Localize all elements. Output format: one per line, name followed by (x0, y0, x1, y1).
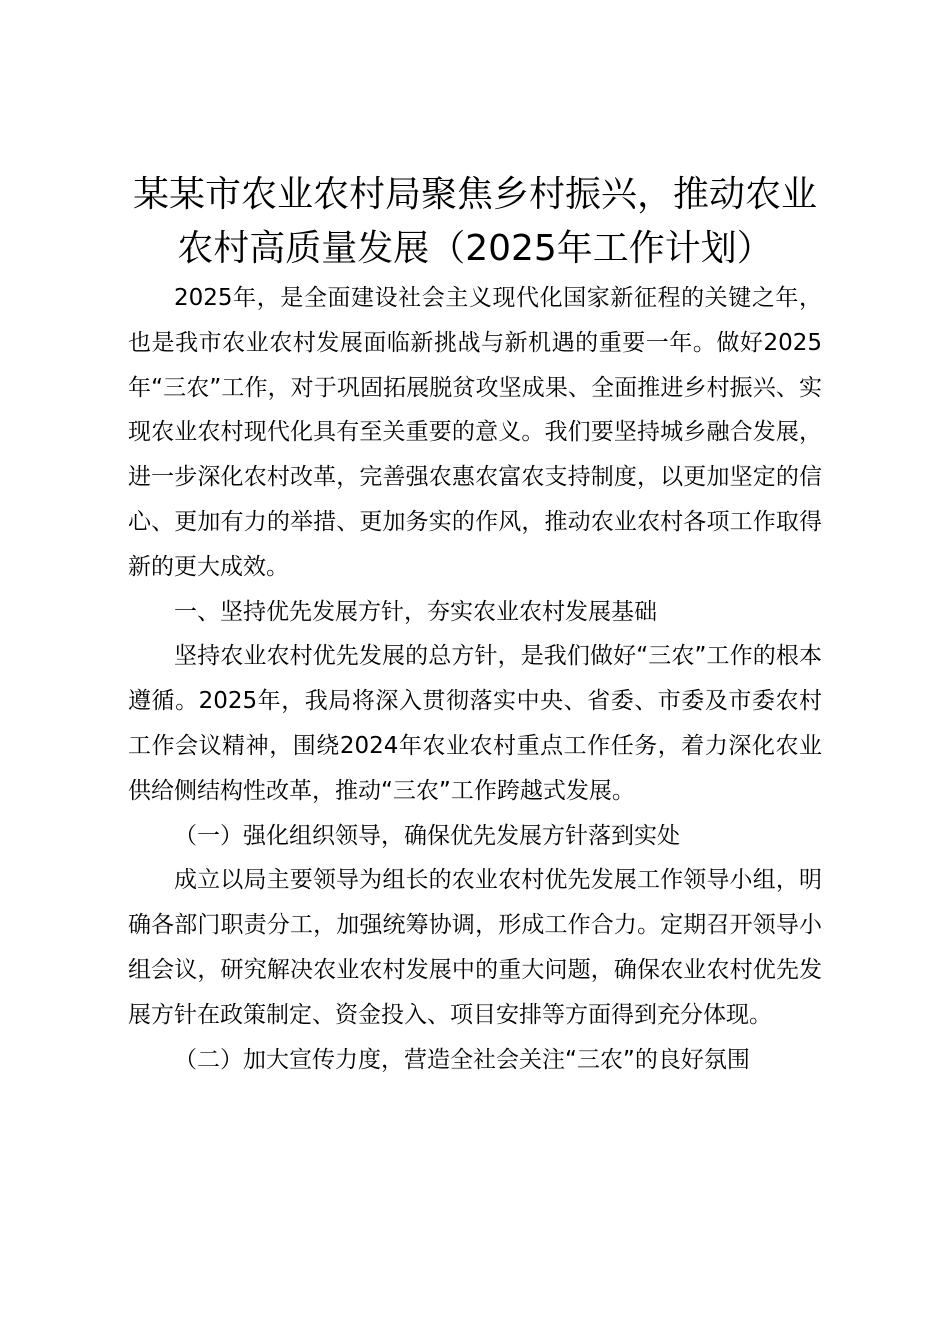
document-page (128, 168, 822, 1082)
section-heading-1: 一、坚持优先发展方针，夯实农业农村发展基础 (174, 598, 657, 625)
section-1-paragraph: 坚持农业农村优先发展的总方针，是我们做好“三农”工作的根本遵循。2025年，我局将深入贯彻落实中央、省委、市委及市委农村工作会议精神，围绕2024年农业农村重点工作任务，着力深化农业供给侧结构性改革，推动“三农”工作跨越式发展。 (128, 643, 822, 804)
subsection-heading-1: （一）强化组织领导，确保优先发展方针落到实处 (174, 822, 680, 849)
document-title: 某某市农业农村局聚焦乡村振兴，推动农业农村高质量发展（2025年工作计划） (132, 174, 817, 269)
subsection-heading-2: （二）加大宣传力度，营造全社会关注“三农”的良好氛围 (174, 1046, 750, 1073)
intro-paragraph: 2025年，是全面建设社会主义现代化国家新征程的关键之年，也是我市农业农村发展面临新挑战与新机遇的重要一年。做好2025年“三农”工作，对于巩固拓展脱贫攻坚成果、全面推进乡村振兴、实现农业农村现代化具有至关重要的意义。我们要坚持城乡融合发展，进一步深化农村改革，完善强农惠农富农支持制度，以更加坚定的信心、更加有力的举措、更加务实的作风，推动农业农村各项工作取得新的更大成效。 (128, 285, 822, 580)
subsection-1-paragraph: 成立以局主要领导为组长的农业农村优先发展工作领导小组，明确各部门职责分工，加强统筹协调，形成工作合力。定期召开领导小组会议，研究解决农业农村发展中的重大问题，确保农业农村优先发展方针在政策制定、资金投入、项目安排等方面得到充分体现。 (128, 867, 822, 1028)
